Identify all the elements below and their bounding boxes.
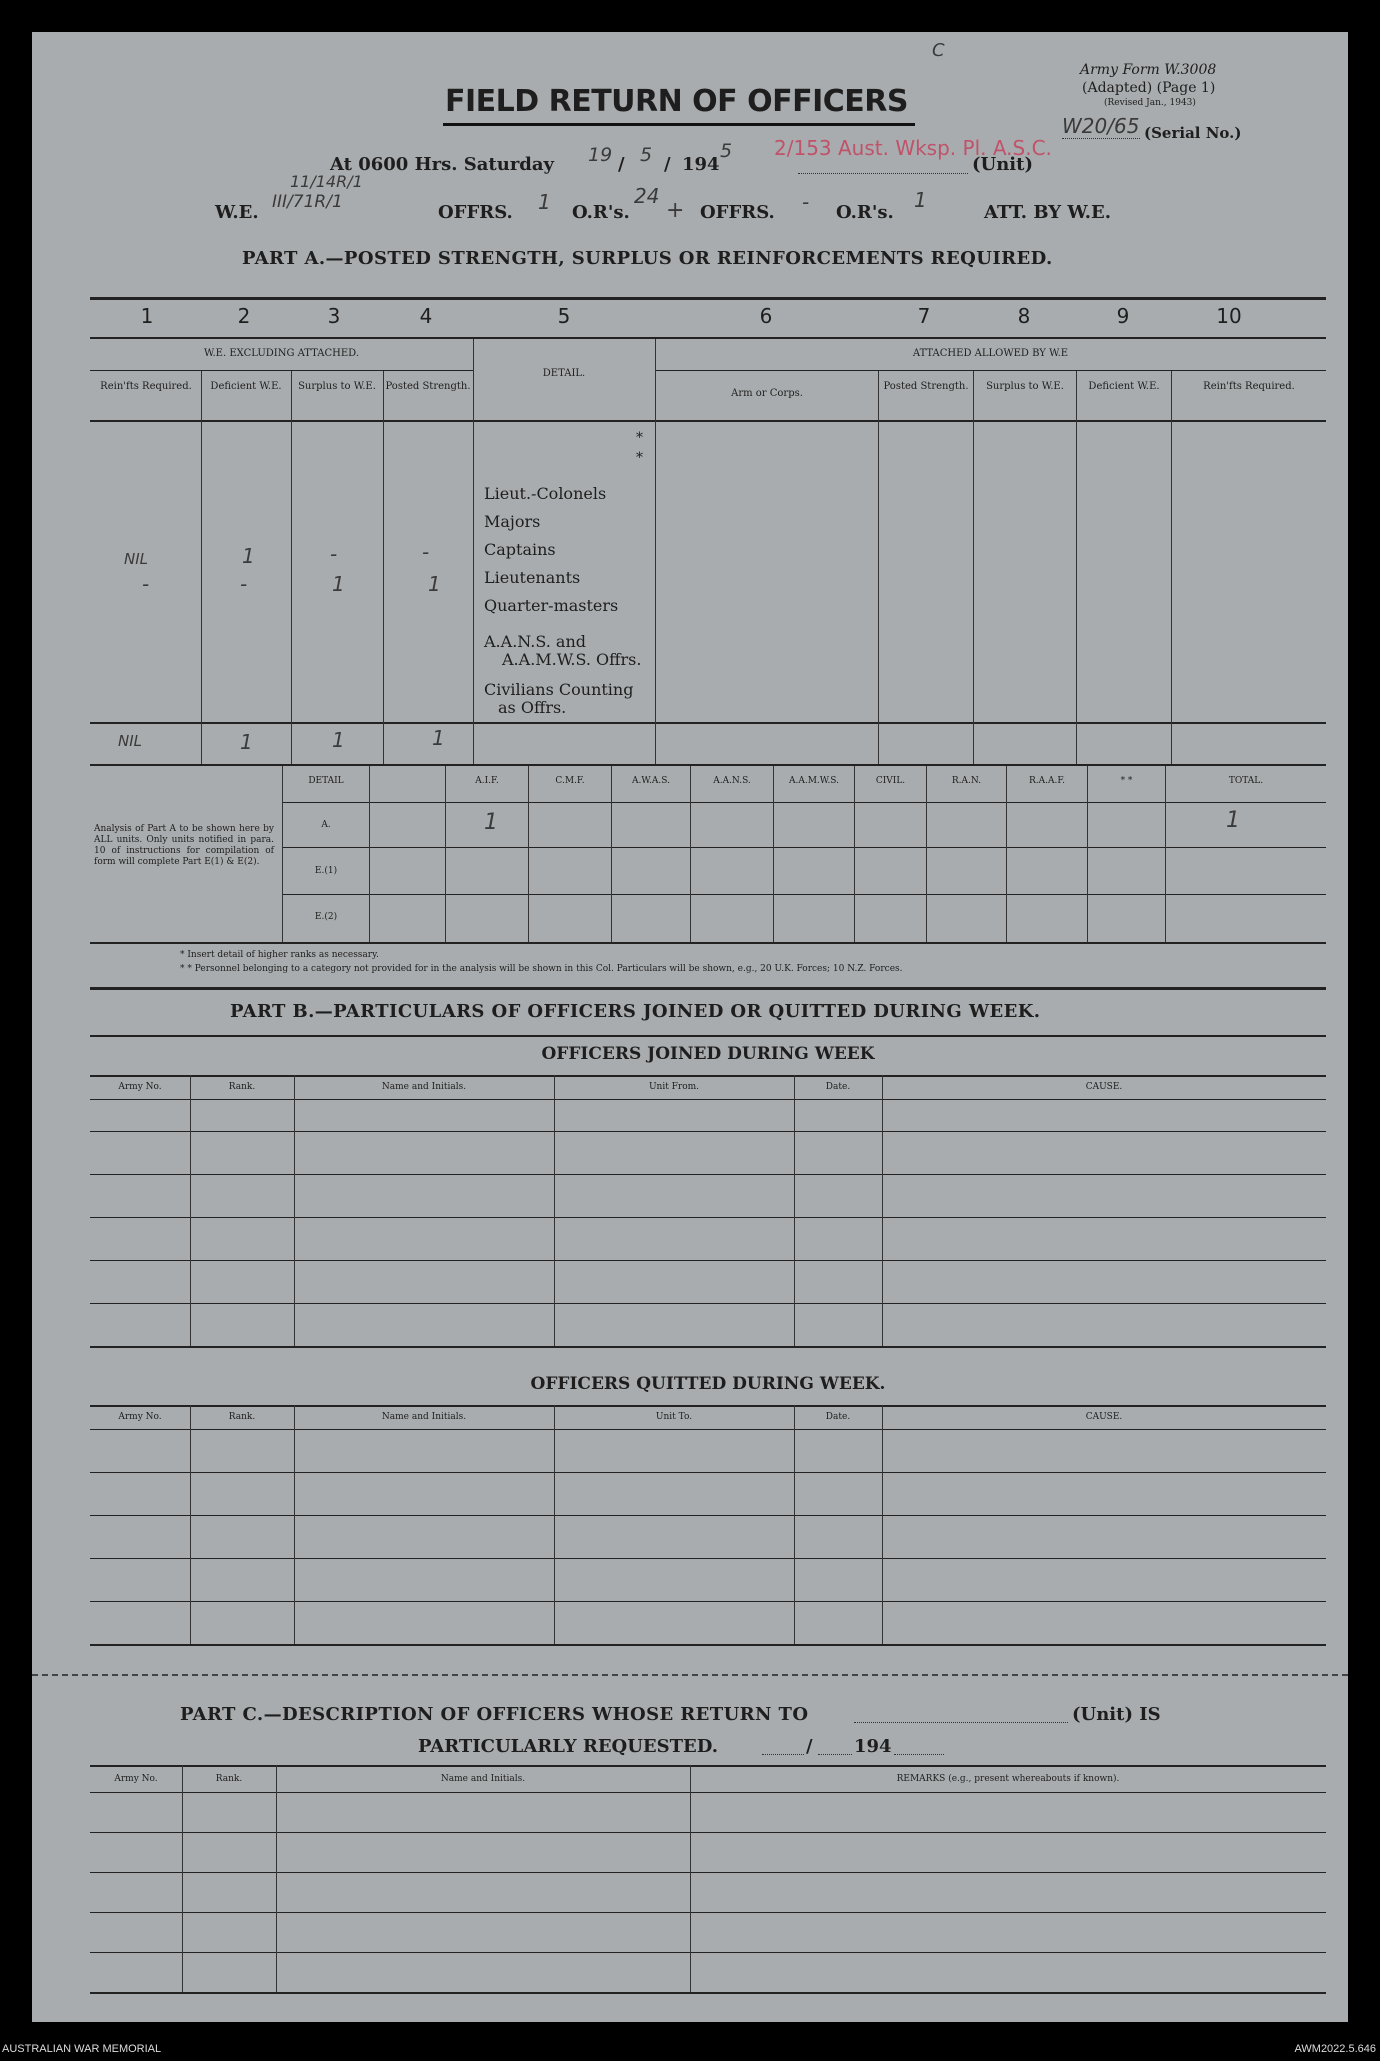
col-num-2: 2 [237, 304, 251, 328]
part-c-header-army-no: Army No. [114, 1774, 158, 1784]
unit-stamp: 2/153 Aust. Wksp. Pl. A.S.C. [774, 136, 1052, 160]
analysis-row-e1: E.(1) [314, 866, 338, 876]
analysis-header-ran: R.A.N. [951, 776, 982, 786]
att-ors-label: O.R's. [836, 202, 894, 223]
adapted-label: (Adapted) (Page 1) [1082, 80, 1216, 96]
offrs-label: OFFRS. [438, 202, 513, 223]
analysis-header-awas: A.W.A.S. [632, 776, 670, 786]
form-title: FIELD RETURN OF OFFICERS [445, 84, 908, 119]
revised-label: (Revised Jan., 1943) [1104, 98, 1196, 108]
part-c-header-remarks: REMARKS (e.g., present whereabouts if known). [896, 1774, 1120, 1784]
left-header-reinfts: Rein'fts Required. [100, 381, 192, 392]
analysis-header-other: * * [1120, 776, 1133, 786]
joined-title: OFFICERS JOINED DURING WEEK [541, 1044, 875, 1064]
right-header-posted: Posted Strength. [883, 381, 969, 392]
right-header-arm: Arm or Corps. [731, 388, 803, 399]
analysis-header-aamws: A.A.M.W.S. [788, 776, 840, 786]
col-num-9: 9 [1116, 304, 1130, 328]
col-num-3: 3 [327, 304, 341, 328]
lieutenants-posted: 1 [428, 572, 441, 596]
analysis-header-cmf: C.M.F. [555, 776, 585, 786]
col-num-7: 7 [917, 304, 931, 328]
at-hours-label: At 0600 Hrs. Saturday [330, 154, 555, 175]
lieutenants-deficient: - [240, 572, 248, 596]
lieutenants-reinfts: - [142, 572, 150, 596]
we-label: W.E. [215, 202, 259, 223]
joined-header-unit-from: Unit From. [648, 1082, 700, 1092]
quitted-header-name: Name and Initials. [381, 1412, 467, 1422]
quitted-header-unit-to: Unit To. [655, 1412, 693, 1422]
part-c-year: 194 [854, 1736, 892, 1757]
we-value: III/71R/1 [272, 192, 343, 212]
analysis-header-aans: A.A.N.S. [713, 776, 751, 786]
lieutenants-surplus: 1 [332, 572, 345, 596]
detail-header: DETAIL. [542, 368, 586, 379]
analysis-note: Analysis of Part A to be shown here by ALL units. Only units notified in para. 10 of instructions for compilation of form will complete Part E(1) & E(2). [94, 824, 274, 867]
analysis-total-a: 1 [1226, 808, 1240, 833]
analysis-header-civil: CIVIL. [875, 776, 906, 786]
analysis-header-raaf: R.A.A.F. [1028, 776, 1066, 786]
part-c-slash: / [806, 1736, 813, 1757]
unit-label: (Unit) [972, 154, 1033, 175]
joined-header-date: Date. [825, 1082, 851, 1092]
part-c-unit-is: (Unit) IS [1072, 1704, 1161, 1725]
we-excluding-header: W.E. EXCLUDING ATTACHED. [203, 348, 360, 359]
quitted-header-date: Date. [825, 1412, 851, 1422]
att-offrs-value: - [802, 190, 810, 214]
asterisk-2: * [636, 450, 643, 466]
plus-sign: + [666, 198, 685, 223]
captains-posted: - [422, 540, 430, 564]
att-ors-value: 1 [914, 188, 927, 212]
col-num-10: 10 [1216, 304, 1242, 328]
col-num-5: 5 [557, 304, 571, 328]
joined-header-army-no: Army No. [118, 1082, 162, 1092]
date-month: 5 [640, 144, 653, 166]
rank-lieutenants: Lieutenants [484, 568, 581, 587]
col-num-8: 8 [1017, 304, 1031, 328]
attached-allowed-header: ATTACHED ALLOWED BY W.E [912, 348, 1069, 359]
footer-accession: AWM2022.5.646 [1294, 2043, 1376, 2055]
we-correction: 11/14R/1 [290, 172, 363, 191]
rank-quarter-masters: Quarter-masters [484, 596, 619, 615]
rank-lieut-colonels: Lieut.-Colonels [484, 484, 607, 503]
quitted-title: OFFICERS QUITTED DURING WEEK. [530, 1374, 886, 1394]
asterisk-1: * [636, 430, 643, 446]
joined-header-name: Name and Initials. [381, 1082, 467, 1092]
right-header-reinfts: Rein'fts Required. [1203, 381, 1295, 392]
part-c-title: PART C.—DESCRIPTION OF OFFICERS WHOSE RETURN TO [180, 1704, 809, 1725]
date-day: 19 [588, 144, 613, 166]
serial-number: W20/65 [1062, 114, 1140, 138]
quitted-header-army-no: Army No. [118, 1412, 162, 1422]
captains-deficient: 1 [242, 544, 255, 568]
quitted-header-rank: Rank. [228, 1412, 256, 1422]
joined-header-rank: Rank. [228, 1082, 256, 1092]
captains-surplus: - [330, 542, 338, 566]
total-deficient: 1 [240, 730, 253, 754]
analysis-header-aif: A.I.F. [475, 776, 499, 786]
perforation-line [32, 1674, 1348, 1676]
footer-source: AUSTRALIAN WAR MEMORIAL [2, 2043, 162, 2055]
part-c-header-name: Name and Initials. [440, 1774, 526, 1784]
joined-header-cause: CAUSE. [1085, 1082, 1123, 1092]
analysis-row-a: A. [321, 820, 331, 830]
att-offrs-label: OFFRS. [700, 202, 775, 223]
analysis-header-detail: DETAIL [308, 776, 344, 786]
ors-label: O.R's. [572, 202, 630, 223]
footnote-1: * Insert detail of higher ranks as necessary. [180, 950, 379, 960]
year-prefix: 194 [682, 154, 720, 175]
col-num-1: 1 [140, 304, 154, 328]
footnote-2: * * Personnel belonging to a category not provided for in the analysis will be shown in this Col. Particulars will be shown, e.g., 20 U.K. Forces; 10 N.Z. Forces. [180, 964, 903, 974]
ors-value: 24 [634, 184, 660, 208]
part-c-requested: PARTICULARLY REQUESTED. [418, 1736, 718, 1757]
rank-aans: A.A.N.S. and [484, 632, 586, 651]
rank-captains: Captains [484, 540, 556, 559]
quitted-header-cause: CAUSE. [1085, 1412, 1123, 1422]
analysis-aif-a: 1 [484, 810, 498, 835]
rank-as-offrs: as Offrs. [498, 698, 567, 717]
analysis-header-total: TOTAL. [1228, 776, 1264, 786]
serial-label: (Serial No.) [1144, 124, 1242, 142]
total-posted: 1 [432, 726, 445, 750]
left-header-deficient: Deficient W.E. [210, 381, 282, 392]
rank-majors: Majors [484, 512, 541, 531]
form-sheet: C Army Form W.3008 (Adapted) (Page 1) (Revised Jan., 1943) FIELD RETURN OF OFFICERS 2/153 Aust. Wksp. Pl. A.S.C. W20/65 (Serial No.) At 0600 Hrs. Saturday 19 / 5 / 194 5 (Unit) 11/14R/1 W.E. III/71R/1 OFFRS. 1 O.R's. 24 + OFFRS. - O.R's. 1 ATT. BY W.E. PART A.—POSTED STRENGTH, SURPLUS OR REINFORCEMENTS REQUIRED. 1 2 3 4 5 6 7 8 9 10 W.E. EXCLUDING ATTACHED. ATTACHED ALLOWED BY W.E DETAIL. Rein'fts Required. Deficient W.E. Surplus to W.E. Posted Strength. Arm or Corps. Posted Strength. Surplus to W.E. Deficient W.E. Rein'fts Required. * * Lieut.-Colonels Majors Captains Lieutenants Quarter-masters A.A.N.S. and A.A.M.W.S. Offrs. Civilians Counting as Offrs. NIL 1 - - - - 1 1 NIL 1 1 1 Analysis of Part A to be shown here by ALL units. Only units notified in para. 10 of instructions for compilation of form will complete Part E(1) & E(2). DETAIL A.I.F. C.M.F. A.W.A.S. A.A.N.S. A.A.M.W.S. CIVIL. R.A.N. R.A.A.F. * * TOTAL. A. E.(1) E.(2) 1 1 * Insert detail of higher ranks as necessary. * * Personnel belonging to a category not provided for in the analysis will be shown in this Col. Particulars will be shown, e.g., 20 U.K. Forces; 10 N.Z. Forces. PART B.—PARTICULARS OF OFFICERS JOINED OR QUITTED DURING WEEK. OFFICERS JOINED DURING WEEK Army No. Rank. Name and Initials. Unit From. Date. CAUSE. OFFICERS QUITTED DURING WEEK. Army No. Rank. Name and Initials. Unit To. Date. CAUSE. PART C.—DESCRIPTION OF OFFICERS WHOSE RETURN TO (Unit) IS PARTICULARLY REQUESTED. / 194 Army No. Rank. Name and Initials. REMARKS (e.g., present whereabouts if known). [32, 32, 1348, 2022]
right-header-surplus: Surplus to W.E. [986, 381, 1064, 392]
left-header-surplus: Surplus to W.E. [298, 381, 376, 392]
offrs-value: 1 [538, 190, 551, 214]
top-corner-mark: C [932, 40, 945, 61]
total-surplus: 1 [332, 728, 345, 752]
part-b-title: PART B.—PARTICULARS OF OFFICERS JOINED OR QUITTED DURING WEEK. [230, 1001, 1041, 1022]
captains-reinfts: NIL [124, 550, 149, 568]
army-form-label: Army Form W.3008 [1080, 62, 1217, 78]
year-suffix: 5 [720, 140, 733, 162]
col-num-4: 4 [419, 304, 433, 328]
col-num-6: 6 [759, 304, 773, 328]
total-reinfts: NIL [118, 732, 143, 750]
rank-aamws: A.A.M.W.S. Offrs. [502, 650, 642, 669]
part-c-header-rank: Rank. [215, 1774, 243, 1784]
left-header-posted: Posted Strength. [385, 381, 471, 392]
analysis-row-e2: E.(2) [314, 912, 338, 922]
att-by-we-label: ATT. BY W.E. [984, 202, 1112, 223]
rank-civilians: Civilians Counting [484, 680, 634, 699]
part-a-title: PART A.—POSTED STRENGTH, SURPLUS OR REINFORCEMENTS REQUIRED. [242, 248, 1053, 269]
right-header-deficient: Deficient W.E. [1088, 381, 1160, 392]
